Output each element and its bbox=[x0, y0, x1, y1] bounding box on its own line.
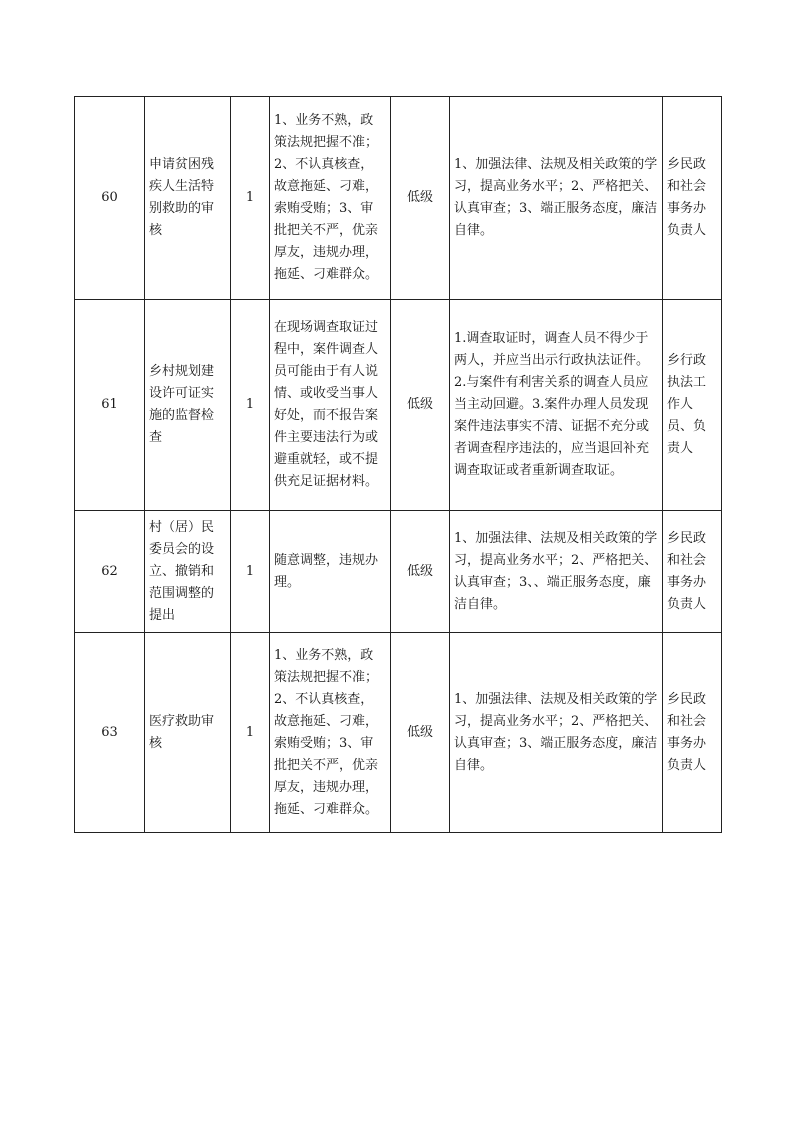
item-name: 村（居）民委员会的设立、撤销和范围调整的提出 bbox=[145, 511, 231, 633]
table-row bbox=[75, 511, 722, 633]
row-number: 62 bbox=[75, 511, 145, 633]
prevention-measures: 1、加强法律、法规及相关政策的学习，提高业务水平；2、严格把关、认真审查；3、、端正服务态度，廉洁自律。 bbox=[450, 511, 663, 633]
table-row bbox=[75, 300, 722, 511]
responsible-person: 乡民政和社会事务办负责人 bbox=[663, 633, 722, 833]
table-row bbox=[75, 633, 722, 833]
row-number: 61 bbox=[75, 300, 145, 511]
risk-description: 在现场调查取证过程中，案件调查人员可能由于有人说情、或收受当事人好处，而不报告案件主要违法行为或避重就轻，或不提供充足证据材料。 bbox=[270, 300, 391, 511]
risk-level: 低级 bbox=[391, 97, 450, 300]
row-number: 60 bbox=[75, 97, 145, 300]
responsible-person: 乡行政执法工作人员、负责人 bbox=[663, 300, 722, 511]
item-name: 医疗救助审核 bbox=[145, 633, 231, 833]
risk-level: 低级 bbox=[391, 633, 450, 833]
prevention-measures: 1、加强法律、法规及相关政策的学习，提高业务水平；2、严格把关、认真审查；3、端正服务态度，廉洁自律。 bbox=[450, 633, 663, 833]
item-name: 申请贫困残疾人生活特别救助的审核 bbox=[145, 97, 231, 300]
risk-level: 低级 bbox=[391, 300, 450, 511]
row-number: 63 bbox=[75, 633, 145, 833]
responsible-person: 乡民政和社会事务办负责人 bbox=[663, 511, 722, 633]
risk-description: 随意调整，违规办理。 bbox=[270, 511, 391, 633]
risk-count: 1 bbox=[231, 97, 270, 300]
responsible-person: 乡民政和社会事务办负责人 bbox=[663, 97, 722, 300]
prevention-measures: 1.调查取证时，调查人员不得少于两人，并应当出示行政执法证件。2.与案件有利害关系的调查人员应当主动回避。3.案件办理人员发现案件违法事实不清、证据不充分或者调查程序违法的，应当退回补充调查取证或者重新调查取证。 bbox=[450, 300, 663, 511]
table-row bbox=[75, 97, 722, 300]
risk-count: 1 bbox=[231, 633, 270, 833]
risk-count: 1 bbox=[231, 300, 270, 511]
risk-table bbox=[74, 96, 722, 833]
risk-description: 1、业务不熟，政策法规把握不准；2、不认真核查，故意拖延、刁难，索贿受贿；3、审批把关不严，优亲厚友，违规办理，拖延、刁难群众。 bbox=[270, 97, 391, 300]
risk-count: 1 bbox=[231, 511, 270, 633]
item-name: 乡村规划建设许可证实施的监督检查 bbox=[145, 300, 231, 511]
risk-level: 低级 bbox=[391, 511, 450, 633]
risk-description: 1、业务不熟，政策法规把握不准；2、不认真核查，故意拖延、刁难，索贿受贿；3、审批把关不严，优亲厚友，违规办理，拖延、刁难群众。 bbox=[270, 633, 391, 833]
prevention-measures: 1、加强法律、法规及相关政策的学习，提高业务水平；2、严格把关、认真审查；3、端正服务态度，廉洁自律。 bbox=[450, 97, 663, 300]
